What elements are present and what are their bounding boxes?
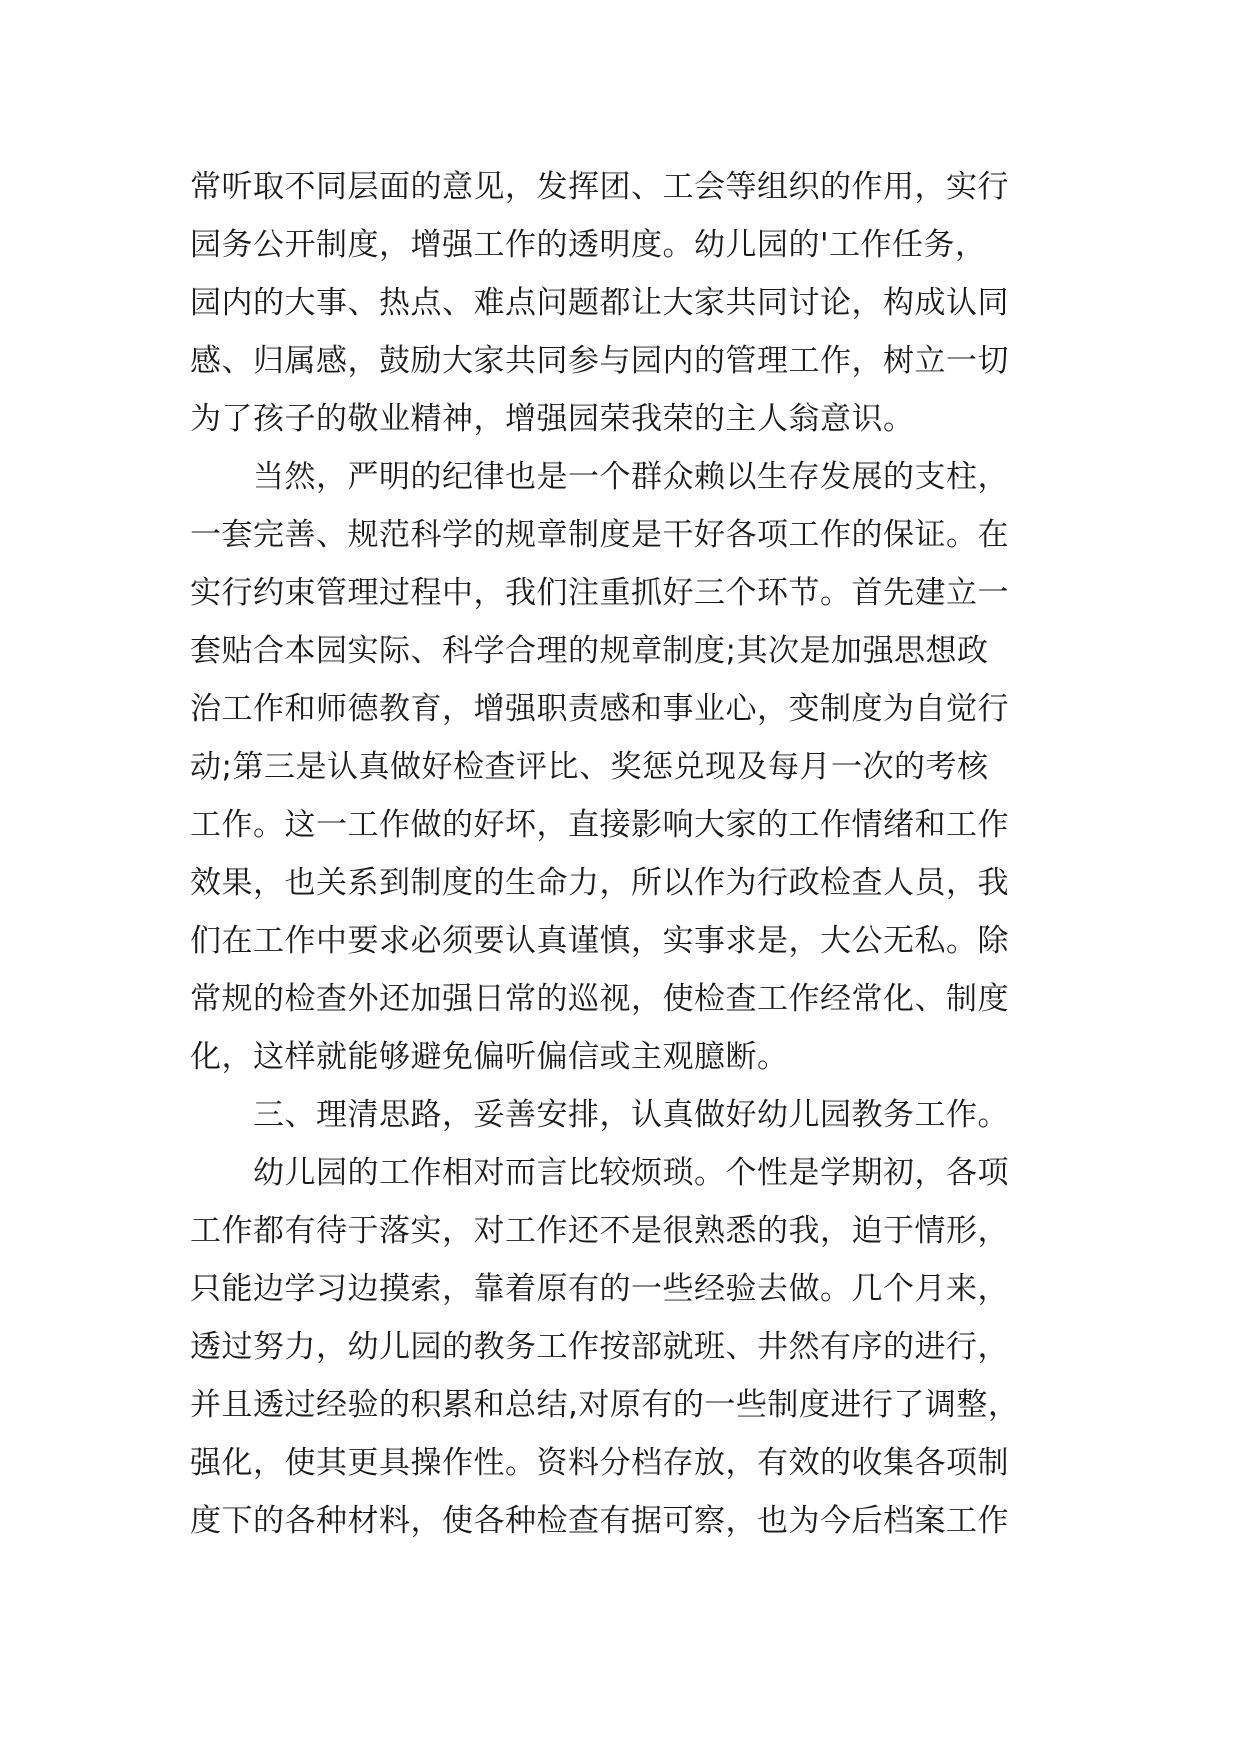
text-line: 园务公开制度，增强工作的透明度。幼儿园的'工作任务， (190, 227, 987, 263)
text-line: 三、理清思路，妥善安排，认真做好幼儿园教务工作。 (190, 1097, 1009, 1133)
text-line: 一套完善、规范科学的规章制度是干好各项工作的保证。在 (190, 517, 1009, 553)
body-text (190, 158, 1070, 1550)
text-line: 治工作和师德教育，增强职责感和事业心，变制度为自觉行 (190, 691, 1009, 727)
text-line: 园内的大事、热点、难点问题都让大家共同讨论，构成认同 (190, 285, 1009, 321)
text-line: 强化，使其更具操作性。资料分档存放，有效的收集各项制 (190, 1445, 1009, 1481)
text-line: 化，这样就能够避免偏听偏信或主观臆断。 (190, 1039, 789, 1075)
text-line: 常听取不同层面的意见，发挥团、工会等组织的作用，实行 (190, 169, 1009, 205)
text-line: 效果，也关系到制度的生命力，所以作为行政检查人员，我 (190, 865, 1009, 901)
text-line: 为了孩子的敬业精神，增强园荣我荣的主人翁意识。 (190, 401, 915, 437)
text-line: 度下的各种材料，使各种检查有据可察，也为今后档案工作 (190, 1503, 1009, 1539)
text-line: 们在工作中要求必须要认真谨慎，实事求是，大公无私。除 (190, 923, 1009, 959)
text-line: 透过努力，幼儿园的教务工作按部就班、井然有序的进行， (190, 1329, 1009, 1365)
text-line: 工作。这一工作做的好坏，直接影响大家的工作情绪和工作 (190, 807, 1009, 843)
text-line: 动;第三是认真做好检查评比、奖惩兑现及每月一次的考核 (190, 749, 989, 785)
text-line: 幼儿园的工作相对而言比较烦琐。个性是学期初，各项 (190, 1155, 1009, 1191)
text-line: 常规的检查外还加强日常的巡视，使检查工作经常化、制度 (190, 981, 1009, 1017)
text-line: 感、归属感，鼓励大家共同参与园内的管理工作，树立一切 (190, 343, 1009, 379)
text-line: 当然，严明的纪律也是一个群众赖以生存发展的支柱， (190, 459, 1009, 495)
text-line: 并且透过经验的积累和总结,对原有的一些制度进行了调整， (190, 1387, 1020, 1423)
text-line: 工作都有待于落实，对工作还不是很熟悉的我，迫于情形， (190, 1213, 1009, 1249)
text-line: 套贴合本园实际、科学合理的规章制度;其次是加强思想政 (190, 633, 989, 669)
text-line: 只能边学习边摸索，靠着原有的一些经验去做。几个月来， (190, 1271, 1009, 1307)
text-line: 实行约束管理过程中，我们注重抓好三个环节。首先建立一 (190, 575, 1009, 611)
